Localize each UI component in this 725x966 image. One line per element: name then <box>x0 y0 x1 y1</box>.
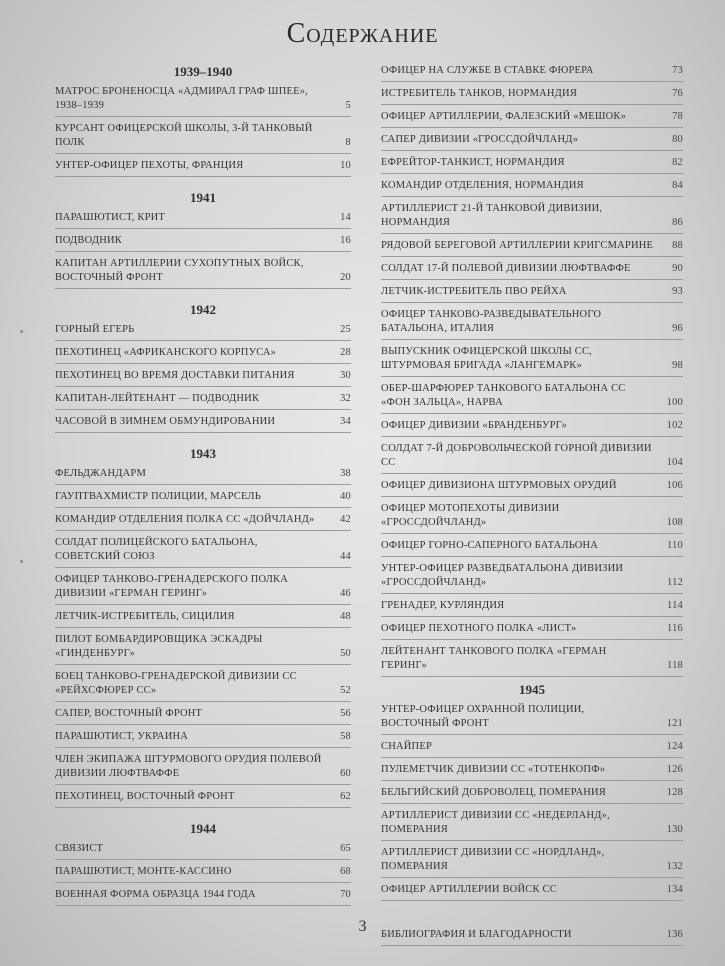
toc-entry-title: ГАУПТВАХМИСТР ПОЛИЦИИ, МАРСЕЛЬ <box>55 491 261 502</box>
toc-entry-title: ПАРАШЮТИСТ, УКРАИНА <box>55 731 189 742</box>
toc-entry-title: ОФИЦЕР ТАНКОВО-ГРЕНАДЕРСКОГО ПОЛКА ДИВИЗИИ «ГЕРМАН ГЕРИНГ» <box>55 574 289 599</box>
toc-entry[interactable] <box>55 610 351 628</box>
year-heading: 1941 <box>190 190 216 205</box>
toc-entry-page: 62 <box>340 791 351 802</box>
toc-entry-title: ОФИЦЕР ДИВИЗИИ «БРАНДЕНБУРГ» <box>381 420 568 431</box>
toc-entry[interactable] <box>381 239 683 257</box>
toc-entry-page: 50 <box>340 648 351 659</box>
toc-entry-page: 34 <box>340 416 351 427</box>
toc-entry-title: ЛЕЙТЕНАНТ ТАНКОВОГО ПОЛКА «ГЕРМАН ГЕРИНГ» <box>381 646 607 671</box>
toc-entry[interactable] <box>55 633 351 665</box>
toc-entry-title: ЛЕТЧИК-ИСТРЕБИТЕЛЬ ПВО РЕЙХА <box>381 286 567 297</box>
toc-entry[interactable] <box>381 64 683 82</box>
toc-entry-title: СОЛДАТ 7-Й ДОБРОВОЛЬЧЕСКОЙ ГОРНОЙ ДИВИЗИИ СС <box>381 443 652 468</box>
toc-entry-page: 110 <box>667 540 683 551</box>
toc-entry[interactable] <box>381 809 683 841</box>
toc-entry[interactable] <box>381 786 683 804</box>
toc-entry-title: ОФИЦЕР ТАНКОВО-РАЗВЕДЫВАТЕЛЬНОГО БАТАЛЬОНА, ИТАЛИЯ <box>381 309 602 334</box>
toc-entry[interactable] <box>381 562 683 594</box>
toc-entry-page: 116 <box>667 623 683 634</box>
toc-entry[interactable] <box>381 308 683 340</box>
toc-entry-title: ОФИЦЕР ГОРНО-САПЕРНОГО БАТАЛЬОНА <box>381 540 599 551</box>
year-heading: 1945 <box>519 682 545 697</box>
toc-entry[interactable] <box>55 865 351 883</box>
toc-entry[interactable] <box>381 87 683 105</box>
toc-entry[interactable] <box>381 133 683 151</box>
toc-entry-title: ПЕХОТИНЕЦ ВО ВРЕМЯ ДОСТАВКИ ПИТАНИЯ <box>55 370 295 381</box>
toc-entry[interactable] <box>55 536 351 568</box>
toc-entry-title: МАТРОС БРОНЕНОСЦА «АДМИРАЛ ГРАФ ШПЕЕ», 1938–1939 <box>55 86 309 111</box>
toc-entry[interactable] <box>55 670 351 702</box>
toc-entry-page: 20 <box>340 272 351 283</box>
toc-entry-page: 134 <box>666 884 683 895</box>
toc-entry-page: 56 <box>340 708 351 719</box>
toc-entry-title: БОЕЦ ТАНКОВО-ГРЕНАДЕРСКОЙ ДИВИЗИИ СС «РЕЙХСФЮРЕР СС» <box>55 671 297 696</box>
toc-entry[interactable] <box>55 888 351 906</box>
toc-entry-page: 104 <box>666 457 683 468</box>
toc-entry-title: БЕЛЬГИЙСКИЙ ДОБРОВОЛЕЦ, ПОМЕРАНИЯ <box>381 787 607 798</box>
toc-entry[interactable] <box>381 740 683 758</box>
toc-entry-page: 80 <box>672 134 683 145</box>
toc-entry-page: 124 <box>666 741 683 752</box>
toc-entry-title: СОЛДАТ ПОЛИЦЕЙСКОГО БАТАЛЬОНА, СОВЕТСКИЙ СОЮЗ <box>55 537 258 562</box>
toc-entry-title: СНАЙПЕР <box>381 741 432 752</box>
toc-entry-page: 14 <box>340 212 351 223</box>
toc-entry-page: 106 <box>666 480 683 491</box>
toc-entry-page: 16 <box>340 235 351 246</box>
toc-entry-title: БИБЛИОГРАФИЯ И БЛАГОДАРНОСТИ <box>381 929 572 940</box>
toc-entry-title: ВОЕННАЯ ФОРМА ОБРАЗЦА 1944 ГОДА <box>55 889 256 900</box>
toc-entry-page: 121 <box>666 718 683 729</box>
toc-entry-title: ЕФРЕЙТОР-ТАНКИСТ, НОРМАНДИЯ <box>381 157 565 168</box>
toc-entry[interactable] <box>381 479 683 497</box>
toc-entry-page: 8 <box>345 137 351 148</box>
toc-entry-title: ГРЕНАДЕР, КУРЛЯНДИЯ <box>381 600 505 611</box>
toc-entry-title: ПИЛОТ БОМБАРДИРОВЩИКА ЭСКАДРЫ «ГИНДЕНБУРГ» <box>55 634 263 659</box>
toc-entry-title: ОФИЦЕР АРТИЛЛЕРИИ ВОЙСК СС <box>381 884 557 895</box>
toc-entry-page: 126 <box>666 764 683 775</box>
toc-entry-title: КУРСАНТ ОФИЦЕРСКОЙ ШКОЛЫ, 3-Й ТАНКОВЫЙ ПОЛК <box>55 123 313 148</box>
toc-entry[interactable] <box>55 513 351 531</box>
spacer <box>55 294 351 302</box>
toc-entry[interactable] <box>381 262 683 280</box>
year-heading: 1939–1940 <box>173 64 233 79</box>
toc-entry-page: 90 <box>672 263 683 274</box>
toc-entry-page: 38 <box>340 468 351 479</box>
toc-entry-page: 96 <box>672 323 683 334</box>
toc-entry-page: 100 <box>666 397 683 408</box>
toc-entry[interactable] <box>55 159 351 177</box>
toc-entry-page: 76 <box>672 88 683 99</box>
toc-entry-title: ГОРНЫЙ ЕГЕРЬ <box>55 324 135 335</box>
toc-entry[interactable] <box>55 790 351 808</box>
toc-entry[interactable] <box>381 539 683 557</box>
toc-entry-page: 30 <box>340 370 351 381</box>
toc-entry-title: ОФИЦЕР МОТОПЕХОТЫ ДИВИЗИИ «ГРОССДОЙЧЛАНД» <box>381 503 560 528</box>
toc-left-column <box>55 64 351 919</box>
toc-entry-page: 25 <box>340 324 351 335</box>
toc-entry-page: 52 <box>340 685 351 696</box>
toc-entry[interactable] <box>381 622 683 640</box>
toc-entry-page: 58 <box>340 731 351 742</box>
toc-entry[interactable] <box>55 122 351 154</box>
toc-entry[interactable] <box>55 753 351 785</box>
toc-entry-page: 10 <box>340 160 351 171</box>
toc-entry[interactable] <box>381 883 683 901</box>
toc-entry-title: УНТЕР-ОФИЦЕР РАЗВЕДБАТАЛЬОНА ДИВИЗИИ «ГРОССДОЙЧЛАНД» <box>381 563 624 588</box>
toc-entry-page: 32 <box>340 393 351 404</box>
toc-entry-title: ПЕХОТИНЕЦ, ВОСТОЧНЫЙ ФРОНТ <box>55 791 235 802</box>
toc-entry[interactable] <box>381 599 683 617</box>
toc-entry-title: СВЯЗИСТ <box>55 843 104 854</box>
toc-entry-title: ПОДВОДНИК <box>55 235 122 246</box>
toc-entry[interactable] <box>55 346 351 364</box>
toc-entry-title: КОМАНДИР ОТДЕЛЕНИЯ, НОРМАНДИЯ <box>381 180 584 191</box>
toc-entry-page: 128 <box>666 787 683 798</box>
toc-entry-page: 70 <box>340 889 351 900</box>
toc-entry-title: ПЕХОТИНЕЦ «АФРИКАНСКОГО КОРПУСА» <box>55 347 277 358</box>
toc-entry-page: 73 <box>672 65 683 76</box>
toc-entry-title: ЧАСОВОЙ В ЗИМНЕМ ОБМУНДИРОВАНИИ <box>55 416 276 427</box>
toc-entry[interactable] <box>55 211 351 229</box>
toc-entry[interactable] <box>381 763 683 781</box>
spacer <box>55 813 351 821</box>
toc-entry[interactable] <box>381 442 683 474</box>
toc-entry[interactable] <box>381 645 683 677</box>
page-number: 3 <box>358 918 367 935</box>
toc-entry[interactable] <box>55 842 351 860</box>
toc-entry-title: ЧЛЕН ЭКИПАЖА ШТУРМОВОГО ОРУДИЯ ПОЛЕВОЙ ДИВИЗИИ ЛЮФТВАФФЕ <box>55 754 322 779</box>
toc-entry-page: 112 <box>667 577 683 588</box>
toc-entry[interactable] <box>55 369 351 387</box>
toc-entry-page: 114 <box>667 600 683 611</box>
toc-entry-page: 93 <box>672 286 683 297</box>
toc-entry-title: ОБЕР-ШАРФЮРЕР ТАНКОВОГО БАТАЛЬОНА СС «ФОН ЗАЛЬЦА», НАРВА <box>381 383 626 408</box>
toc-entry-title: ОФИЦЕР ДИВИЗИОНА ШТУРМОВЫХ ОРУДИЙ <box>381 480 617 491</box>
toc-entry[interactable] <box>381 345 683 377</box>
toc-entry[interactable] <box>381 703 683 735</box>
toc-entry-title: ОФИЦЕР АРТИЛЛЕРИИ, ФАЛЕЗСКИЙ «МЕШОК» <box>381 111 627 122</box>
toc-entry-page: 136 <box>666 929 683 940</box>
binding-hole <box>20 330 23 333</box>
toc-entry-title: ВЫПУСКНИК ОФИЦЕРСКОЙ ШКОЛЫ СС, ШТУРМОВАЯ БРИГАДА «ЛАНГЕМАРК» <box>381 346 592 371</box>
page-title: Содержание <box>286 18 439 49</box>
toc-entry[interactable] <box>381 179 683 197</box>
year-heading: 1944 <box>190 821 216 836</box>
toc-entry-page: 102 <box>666 420 683 431</box>
toc-entry-page: 86 <box>672 217 683 228</box>
toc-entry-title: ПАРАШЮТИСТ, МОНТЕ-КАССИНО <box>55 866 232 877</box>
toc-entry-title: ПАРАШЮТИСТ, КРИТ <box>55 212 166 223</box>
toc-right-column <box>381 64 683 951</box>
toc-entry[interactable] <box>381 110 683 128</box>
toc-entry-title: ФЕЛЬДЖАНДАРМ <box>55 468 147 479</box>
toc-entry[interactable] <box>381 202 683 234</box>
toc-entry[interactable] <box>381 382 683 414</box>
toc-entry-page: 40 <box>340 491 351 502</box>
toc-entry-page: 46 <box>340 588 351 599</box>
toc-entry[interactable] <box>55 730 351 748</box>
toc-entry-page: 130 <box>666 824 683 835</box>
toc-entry[interactable] <box>55 257 351 289</box>
toc-entry-page: 44 <box>340 551 351 562</box>
toc-entry-title: АРТИЛЛЕРИСТ ДИВИЗИИ СС «НЕДЕРЛАНД», ПОМЕРАНИЯ <box>381 810 610 835</box>
toc-entry[interactable] <box>55 415 351 433</box>
binding-hole <box>20 560 23 563</box>
toc-entry-page: 132 <box>666 861 683 872</box>
toc-entry-page: 108 <box>666 517 683 528</box>
toc-entry[interactable] <box>55 323 351 341</box>
year-heading: 1943 <box>190 446 216 461</box>
toc-entry-title: ПУЛЕМЕТЧИК ДИВИЗИИ СС «ТОТЕНКОПФ» <box>381 764 606 775</box>
toc-entry-title: СОЛДАТ 17-Й ПОЛЕВОЙ ДИВИЗИИ ЛЮФТВАФФЕ <box>381 263 631 274</box>
toc-entry-page: 65 <box>340 843 351 854</box>
toc-entry[interactable] <box>381 419 683 437</box>
toc-entry-page: 82 <box>672 157 683 168</box>
toc-entry-title: УНТЕР-ОФИЦЕР ПЕХОТЫ, ФРАНЦИЯ <box>55 160 244 171</box>
toc-entry[interactable] <box>55 234 351 252</box>
toc-entry-page: 118 <box>667 660 683 671</box>
toc-entry-title: ИСТРЕБИТЕЛЬ ТАНКОВ, НОРМАНДИЯ <box>381 88 578 99</box>
toc-entry-title: АРТИЛЛЕРИСТ ДИВИЗИИ СС «НОРДЛАНД», ПОМЕРАНИЯ <box>381 847 605 872</box>
spacer <box>55 438 351 446</box>
toc-entry-page: 5 <box>345 100 351 111</box>
toc-entry-page: 60 <box>340 768 351 779</box>
toc-entry[interactable] <box>55 392 351 410</box>
toc-entry-title: ОФИЦЕР НА СЛУЖБЕ В СТАВКЕ ФЮРЕРА <box>381 65 594 76</box>
toc-entry[interactable] <box>381 285 683 303</box>
toc-entry-page: 84 <box>672 180 683 191</box>
toc-entry-page: 28 <box>340 347 351 358</box>
toc-entry-title: УНТЕР-ОФИЦЕР ОХРАННОЙ ПОЛИЦИИ, ВОСТОЧНЫЙ ФРОНТ <box>381 704 585 729</box>
toc-entry-page: 78 <box>672 111 683 122</box>
toc-entry-page: 48 <box>340 611 351 622</box>
toc-entry-page: 98 <box>672 360 683 371</box>
toc-entry[interactable] <box>55 707 351 725</box>
toc-entry-title: САПЕР, ВОСТОЧНЫЙ ФРОНТ <box>55 708 203 719</box>
toc-entry-title: ЛЕТЧИК-ИСТРЕБИТЕЛЬ, СИЦИЛИЯ <box>55 611 235 622</box>
toc-entry[interactable] <box>55 490 351 508</box>
toc-entry[interactable] <box>381 502 683 534</box>
toc-entry-title: КАПИТАН АРТИЛЛЕРИИ СУХОПУТНЫХ ВОЙСК, ВОСТОЧНЫЙ ФРОНТ <box>55 258 304 283</box>
toc-entry[interactable] <box>381 846 683 878</box>
spacer <box>55 182 351 190</box>
toc-entry[interactable] <box>55 467 351 485</box>
toc-entry-page: 42 <box>340 514 351 525</box>
toc-entry-page: 68 <box>340 866 351 877</box>
toc-entry-title: КАПИТАН-ЛЕЙТЕНАНТ — ПОДВОДНИК <box>55 393 260 404</box>
toc-entry-title: РЯДОВОЙ БЕРЕГОВОЙ АРТИЛЛЕРИИ КРИГСМАРИНЕ <box>381 240 654 251</box>
toc-entry-title: ОФИЦЕР ПЕХОТНОГО ПОЛКА «ЛИСТ» <box>381 623 577 634</box>
toc-entry[interactable] <box>55 573 351 605</box>
toc-entry[interactable] <box>55 85 351 117</box>
toc-entry[interactable] <box>381 156 683 174</box>
year-heading: 1942 <box>190 302 216 317</box>
toc-entry-title: АРТИЛЛЕРИСТ 21-Й ТАНКОВОЙ ДИВИЗИИ, НОРМАНДИЯ <box>381 203 603 228</box>
toc-entry-title: КОМАНДИР ОТДЕЛЕНИЯ ПОЛКА СС «ДОЙЧЛАНД» <box>55 514 315 525</box>
toc-entry-page: 88 <box>672 240 683 251</box>
toc-entry-title: САПЕР ДИВИЗИИ «ГРОССДОЙЧЛАНД» <box>381 134 579 145</box>
